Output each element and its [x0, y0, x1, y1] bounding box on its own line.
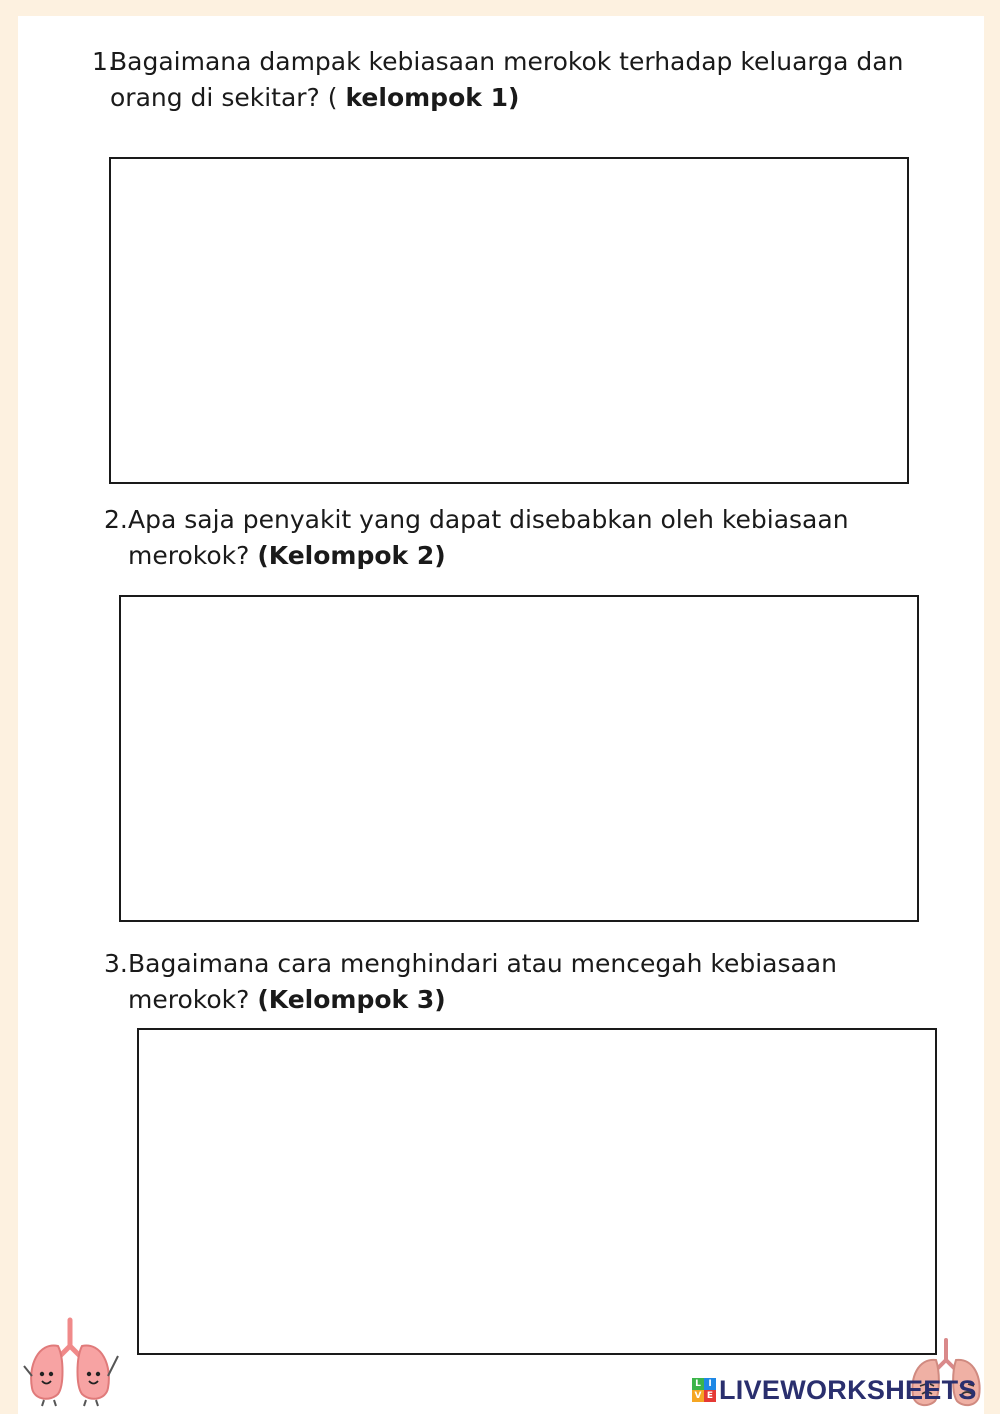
worksheet-page	[18, 16, 984, 1414]
answer-box-1[interactable]	[109, 157, 909, 484]
answer-box-3[interactable]	[137, 1028, 937, 1355]
question-number: 2.	[104, 505, 128, 534]
question-3	[104, 946, 954, 1018]
question-number: 3.	[104, 949, 128, 978]
answer-box-2[interactable]	[119, 595, 919, 922]
question-text: Apa saja penyakit yang dapat disebabkan oleh kebiasaan merokok? (Kelompok 2)	[128, 505, 849, 570]
question-text: Bagaimana cara menghindari atau mencegah kebiasaan merokok? (Kelompok 3)	[128, 949, 837, 1014]
group-label: (Kelompok 2)	[257, 541, 446, 570]
group-label: (Kelompok 3)	[257, 985, 446, 1014]
liveworksheets-logo	[692, 1372, 977, 1408]
question-2	[104, 502, 954, 574]
question-number: 1.	[92, 47, 116, 76]
question-1	[92, 44, 942, 116]
brand-name: LIVEWORKSHEETS	[719, 1374, 977, 1405]
liveworksheets-mark-icon: L I V E	[692, 1378, 716, 1402]
happy-lungs-icon	[20, 1316, 124, 1408]
group-label: kelompok 1)	[345, 83, 520, 112]
question-text: Bagaimana dampak kebiasaan merokok terhadap keluarga dan orang di sekitar? ( kelompok 1)	[110, 47, 904, 112]
